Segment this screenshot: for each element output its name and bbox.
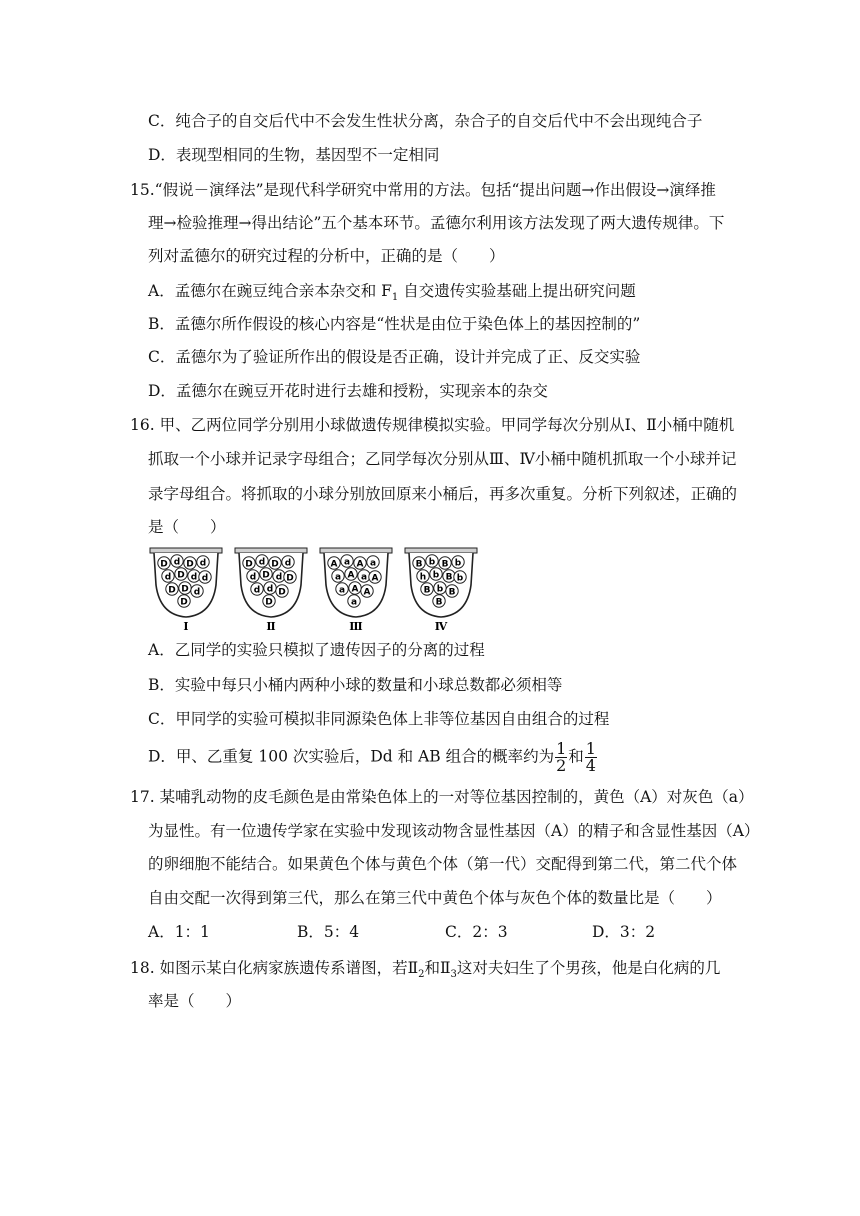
ball-label: D	[262, 570, 270, 581]
fraction-one-quarter: $\frac{1}{4}$	[585, 739, 596, 775]
q15-option-b: B．孟德尔所作假设的核心内容是“性状是由位于染色体上的基因控制的”	[148, 315, 641, 333]
ball-label: D	[278, 587, 286, 598]
q14-option-d: D．表现型相同的生物，基因型不一定相同	[148, 146, 440, 164]
q16-stem-line1: 16. 甲、乙两位同学分别用小球做遗传规律模拟实验。甲同学每次分别从Ⅰ、Ⅱ小桶中随机	[130, 416, 735, 434]
ball-label: A	[356, 559, 364, 570]
ball-label: d	[173, 557, 181, 568]
q17-option-d: D．3：2	[592, 923, 656, 941]
ball-label: a	[350, 597, 358, 608]
q16-option-d: D．甲、乙重复 100 次实验后，Dd 和 AB 组合的概率约为 $\frac{1}{2}$ 和 $\frac{1}{4}$	[148, 739, 596, 775]
ball-label: B	[423, 585, 431, 596]
q17-option-b: B．5：4	[297, 923, 360, 941]
ball-label: A	[351, 584, 359, 595]
bucket-figure	[150, 545, 464, 633]
q16-stem-line3: 录字母组合。将抓取的小球分别放回原来小桶后，再多次重复。分析下列叙述，正确的	[148, 485, 738, 503]
bucket-label: Ⅱ	[266, 620, 276, 633]
ball-label: d	[258, 557, 266, 568]
ball-label: b	[428, 557, 436, 568]
ball-label: d	[249, 572, 257, 583]
ball-label: B	[445, 572, 453, 583]
ball-label: D	[181, 584, 189, 595]
ball-label: D	[160, 559, 168, 570]
ball-label: D	[168, 585, 176, 596]
q14-option-c: C．纯合子的自交后代中不会发生性状分离，杂合子的自交后代中不会出现纯合子	[148, 112, 703, 130]
ball-label: b	[456, 573, 464, 584]
ball-label: D	[265, 597, 273, 608]
ball-label: D	[177, 570, 185, 581]
q16-stem-line4: 是（ ）	[148, 518, 226, 536]
ball-label: A	[330, 559, 338, 570]
q15-option-c: C．孟德尔为了验证所作出的假设是否正确，设计并完成了正、反交实验	[148, 348, 641, 366]
q17-stem-line4: 自由交配一次得到第三代，那么在第三代中黄色个体与灰色个体的数量比是（ ）	[148, 889, 722, 907]
ball-label: D	[271, 559, 279, 570]
ball-label: d	[199, 558, 207, 569]
bucket-4	[405, 548, 477, 633]
q18-stem-line2: 率是（ ）	[148, 992, 242, 1010]
q17-option-c: C．2：3	[445, 923, 508, 941]
q18-stem-line1: 18. 如图示某白化病家族遗传系谱图，若$Ⅱ_2$和$Ⅱ_3$这对夫妇生了个男孩，他是白化病的几	[130, 959, 721, 981]
bucket-rim	[320, 548, 392, 553]
bucket-rim	[405, 548, 477, 553]
ball-label: D	[186, 559, 194, 570]
ball-label: h	[419, 572, 427, 583]
fraction-one-half: $\frac{1}{2}$	[556, 739, 567, 775]
ball-label: A	[347, 570, 355, 581]
ball-label: d	[193, 587, 201, 598]
bucket-label: Ⅰ	[183, 620, 189, 633]
q15-stem-line1: 15.“假说－演绎法”是现代科学研究中常用的方法。包括“提出问题→作出假设→演绎推	[130, 181, 716, 199]
bucket-rim	[235, 548, 307, 553]
ball-label: a	[369, 558, 377, 569]
ball-label: d	[164, 572, 172, 583]
ball-label: b	[454, 558, 462, 569]
ball-label: a	[343, 557, 351, 568]
ball-label: d	[190, 572, 198, 583]
ball-label: A	[363, 587, 371, 598]
ball-label: B	[435, 597, 443, 608]
q15-stem-line2: 理→检验推理→得出结论”五个基本环节。孟德尔利用该方法发现了两大遗传规律。下	[148, 214, 725, 232]
ball-label: d	[275, 572, 283, 583]
bucket-rim	[150, 548, 222, 553]
q17-option-a: A．1：1	[148, 923, 210, 941]
ball-label: a	[338, 585, 346, 596]
q17-stem-line2: 为显性。有一位遗传学家在实验中发现该动物含显性基因（A）的精子和含显性基因（A）	[148, 822, 760, 840]
q15-option-a: A．孟德尔在豌豆纯合亲本杂交和 $F_1$ 自交遗传实验基础上提出研究问题	[148, 282, 636, 304]
ball-label: a	[334, 572, 342, 583]
ball-label: B	[448, 587, 456, 598]
q15-option-d: D．孟德尔在豌豆开花时进行去雄和授粉，实现亲本的杂交	[148, 382, 548, 400]
bucket-1	[150, 548, 222, 633]
q16-stem-line2: 抓取一个小球并记录字母组合；乙同学每次分别从Ⅲ、Ⅳ小桶中随机抓取一个小球并记	[148, 450, 737, 468]
q16-option-a: A．乙同学的实验只模拟了遗传因子的分离的过程	[148, 641, 485, 659]
bucket-3	[320, 548, 392, 633]
q17-stem-line3: 的卵细胞不能结合。如果黄色个体与黄色个体（第一代）交配得到第二代，第二代个体	[148, 855, 738, 873]
ball-label: d	[284, 558, 292, 569]
bucket-label: Ⅳ	[434, 620, 448, 633]
ball-label: D	[245, 559, 253, 570]
q16-option-b: B．实验中每只小桶内两种小球的数量和小球总数都必须相等	[148, 676, 563, 694]
ball-label: D	[180, 597, 188, 608]
ball-label: B	[441, 559, 449, 570]
ball-label: B	[415, 559, 423, 570]
bucket-label: Ⅲ	[349, 620, 363, 633]
q16-option-c: C．甲同学的实验可模拟非同源染色体上非等位基因自由组合的过程	[148, 710, 610, 728]
bucket-2	[235, 548, 307, 633]
ball-label: b	[436, 584, 444, 595]
ball-label: D	[286, 573, 294, 584]
ball-label: A	[371, 573, 379, 584]
q15-stem-line3: 列对孟德尔的研究过程的分析中，正确的是（ ）	[148, 247, 505, 265]
q17-stem-line1: 17. 某哺乳动物的皮毛颜色是由常染色体上的一对等位基因控制的，黄色（A）对灰色（a）	[130, 788, 754, 806]
ball-label: d	[253, 585, 261, 596]
ball-label: d	[201, 573, 209, 584]
ball-label: b	[432, 570, 440, 581]
ball-label: d	[266, 584, 274, 595]
ball-label: a	[360, 572, 368, 583]
